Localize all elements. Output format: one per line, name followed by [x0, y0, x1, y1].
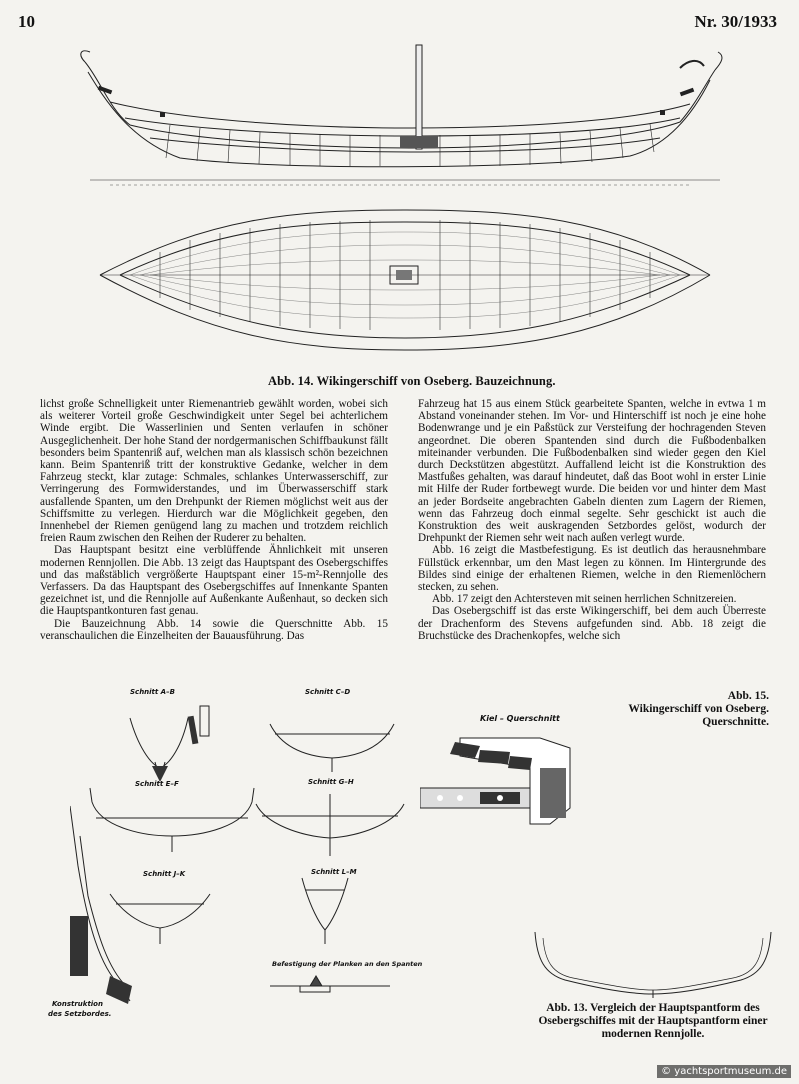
- label-schnitt-gh: Schnitt G–H: [308, 778, 354, 786]
- label-schnitt-jk: Schnitt J–K: [143, 870, 186, 878]
- paragraph: Abb. 16 zeigt die Mastbefestigung. Es ist deutlich das herausnehmbare Füllstück erkennbar, um den Mast legen zu können. Im Hintergrunde des Bildes sind einige der erhaltenen Riemen, welche in den Riemenlöchern stecken, zu sehen.: [418, 544, 766, 594]
- fig13-caption-line: modernen Rennjolle.: [601, 1028, 705, 1040]
- ship-side-elevation-drawing: [70, 40, 730, 190]
- paragraph: Fahrzeug hat 15 aus einem Stück gearbeitete Spanten, welche in evtwa 1 m Abstand voneinander stehen. Im Vor- und Hinterschiff ist noch je eine hohe Bodenwrange und je ein Paßstück zur Versteifung der hochragenden Steven angeordnet. Die oberen Spantenden sind durch die Fußbodenbalken miteinander verbunden. Die Fußbodenbalken sind wieder gegen den Kiel durch Deckstützen abgestützt. Auffallend leicht ist die Konstruktion des Mastfußes gehalten, was darauf hindeutet, daß das Boot wohl in erster Linie mit Hilfe der Ruder fortbewegt wurde. Die beiden vor und hinter dem Mast an jeder Bordseite angebrachten Gabeln dienten zum Lagern der Riemen, wenn das Fahrzeug doch einmal segelte. Sehr geschickt ist auch die Konstruktion des weit auskragenden Setzbordes gelöst, wodurch der Drehpunkt der Riemen sehr weit nach außen verlegt wurde.: [418, 398, 766, 545]
- label-schnitt-lm: Schnitt L–M: [311, 868, 357, 876]
- label-schnitt-cd: Schnitt C–D: [305, 688, 351, 696]
- text-column-left: [40, 398, 388, 642]
- fig13-caption: [508, 1002, 798, 1041]
- label-befestigung: Befestigung der Planken an den Spanten: [272, 960, 423, 968]
- keel-cross-section-drawing: [420, 728, 600, 838]
- hauptspant-comparison-drawing: [525, 930, 780, 1000]
- label-schnitt-ab: Schnitt A–B: [130, 688, 175, 696]
- paragraph: Abb. 17 zeigt den Achtersteven mit seinen herrlichen Schnitzereien.: [432, 593, 737, 606]
- fig15-caption-line: Abb. 15.: [727, 690, 769, 702]
- label-schnitt-ef: Schnitt E–F: [135, 780, 179, 788]
- page-number: 10: [18, 12, 35, 31]
- fig15-caption: [549, 690, 769, 729]
- text-column-right: [418, 398, 766, 642]
- paragraph: Das Hauptspant besitzt eine verblüffende Ähnlichkeit mit unseren modernen Rennjollen. Die Abb. 13 zeigt das Hauptspant des Osebergschiffes und das maßstäblich vergrößerte Hauptspant einer 15-m²-Rennjolle des Verfassers. Da das Hauptspant des Osebergschiffes auf Innenkante Spanten gezeichnet ist, und die Rennjolle auf Außenkante Außenhaut, so decken sich die Hauptspantkonturen fast genau.: [40, 544, 388, 618]
- paragraph: lichst große Schnelligkeit unter Riemenantrieb gewählt worden, wobei sich als weiterer Vorteil große Geschwindigkeit unter Segel bei achterlichem Winde ergibt. Die Wasserlinien und Senten verlaufen in schöner Ausgeglichenheit. Der hohe Stand der nordgermanischen Schiffbaukunst fällt besonders beim Spantenriß auf, welchen man als klassisch schön bezeichnen kann. Beim Spantenriß tritt der konstruktive Gedanke, welcher in dem Fahrzeug steckt, klar zutage: Schmales, schlankes Unterwasserschiff, zur Verringerung des Formwiderstandes, und im Überwasserschiff stark ausfallende Spanten, um den Drehpunkt der Riemen möglichst weit aus der Schiffsmitte zu verlegen. Hierdurch war die Möglichkeit gegeben, den Innenhebel der Riemen genügend lang zu machen und trotzdem reichlich freien Raum zwischen den Reihen der Ruderer zu behalten.: [40, 398, 388, 545]
- watermark: © yachtsportmuseum.de: [657, 1065, 791, 1078]
- fig13-caption-line: Osebergschiffes mit der Hauptspantform einer: [538, 1015, 768, 1027]
- label-setzbord: des Setzbordes.: [48, 1010, 112, 1018]
- label-konstruktion: Konstruktion: [52, 1000, 103, 1008]
- fig15-caption-line: Querschnitte.: [702, 716, 769, 728]
- paragraph: Die Bauzeichnung Abb. 14 sowie die Querschnitte Abb. 15 veranschaulichen die Einzelheiten der Bauausführung. Das: [40, 617, 388, 642]
- paragraph: Das Osebergschiff ist das erste Wikingerschiff, bei dem auch Überreste der Drachenform des Stevens aufgefunden sind. Abb. 18 zeigt die Bruchstücke des Drachenkopfes, welche sich: [418, 605, 766, 642]
- fig14-caption: Abb. 14. Wikingerschiff von Oseberg. Bauzeichnung.: [268, 374, 556, 388]
- issue-number: Nr. 30/1933: [694, 12, 777, 31]
- label-kiel-querschnitt: Kiel – Querschnitt: [480, 714, 560, 723]
- fig15-caption-line: Wikingerschiff von Oseberg.: [628, 703, 769, 715]
- ship-plan-view-drawing: [90, 200, 720, 360]
- fig13-caption-line: Abb. 13. Vergleich der Hauptspantform des: [546, 1002, 760, 1014]
